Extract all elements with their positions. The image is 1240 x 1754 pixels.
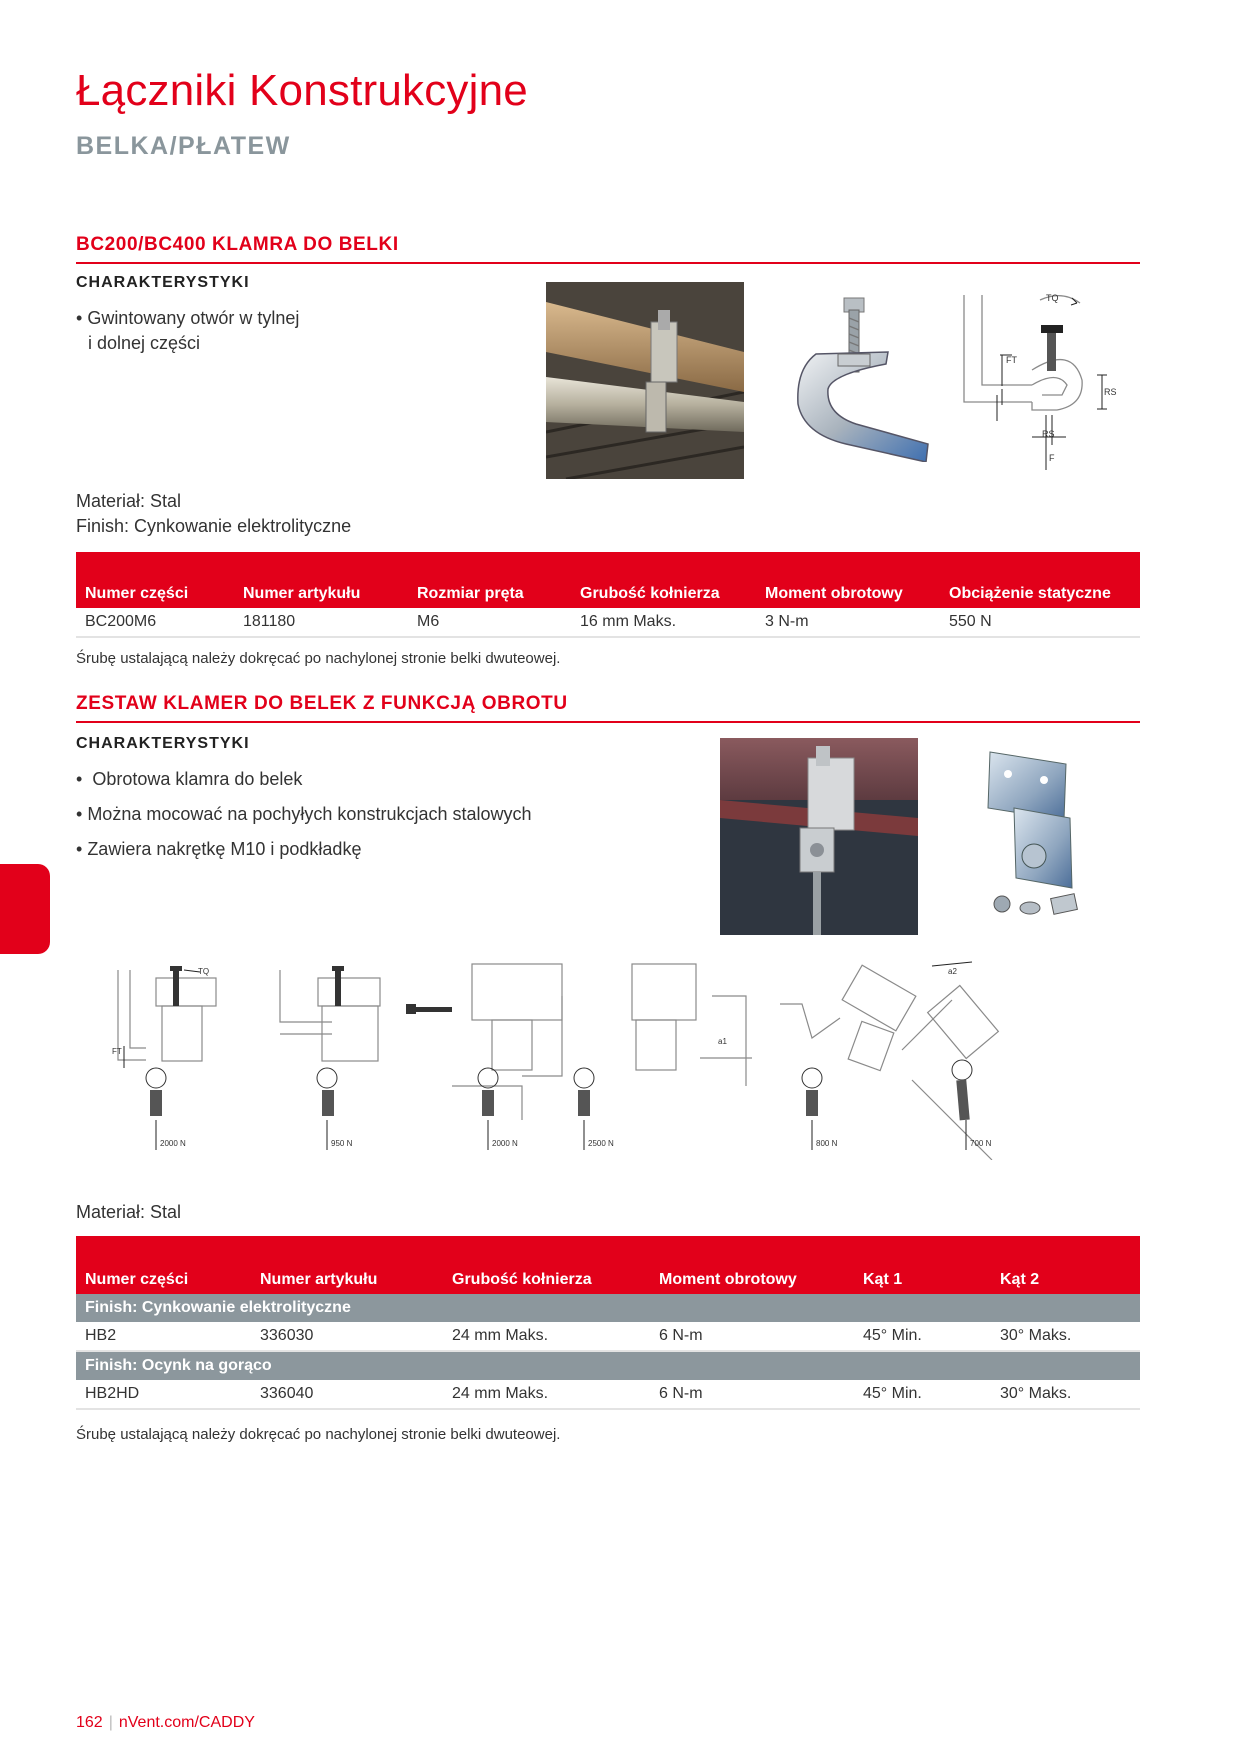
section1-material: Materiał: Stal <box>76 491 182 511</box>
beam-clamp-installed-photo <box>546 282 744 479</box>
svg-text:TQ: TQ <box>198 967 210 976</box>
table-row <box>76 1322 1140 1351</box>
page-number: 162 <box>76 1714 103 1731</box>
table-cell: 45° Min. <box>854 1322 991 1351</box>
table-header: Rozmiar pręta <box>408 552 571 608</box>
table-header: Grubość kołnierza <box>443 1236 650 1294</box>
svg-text:2000 N: 2000 N <box>492 1139 518 1148</box>
table-header: Kąt 1 <box>854 1236 991 1294</box>
table-cell: 24 mm Maks. <box>443 1380 650 1409</box>
table-cell: 16 mm Maks. <box>571 608 756 637</box>
section1-note: Śrubę ustalającą należy dokręcać po nachylonej stronie belki dwuteowej. <box>76 650 561 667</box>
table-header: Grubość kołnierza <box>571 552 756 608</box>
table-cell: 24 mm Maks. <box>443 1322 650 1351</box>
section1-bullet-1: • Gwintowany otwór w tylnej <box>76 308 300 328</box>
svg-text:950 N: 950 N <box>331 1139 353 1148</box>
section2-heading: ZESTAW KLAMER DO BELEK Z FUNKCJĄ OBROTU <box>76 693 1140 723</box>
svg-text:800 N: 800 N <box>816 1139 838 1148</box>
svg-text:a1: a1 <box>718 1037 727 1046</box>
table-header: Numer części <box>76 1236 251 1294</box>
page-title: Łączniki Konstrukcyjne <box>76 66 528 115</box>
svg-text:a2: a2 <box>948 967 957 976</box>
section2-bullet: • Można mocować na pochyłych konstrukcjach stalowych <box>76 804 532 824</box>
table-header: Obciążenie statyczne <box>940 552 1140 608</box>
table-cell: 3 N-m <box>756 608 940 637</box>
section2-bullet: • Zawiera nakrętkę M10 i podkładkę <box>76 839 362 859</box>
table-header: Numer artykułu <box>251 1236 443 1294</box>
table-row <box>76 1380 1140 1409</box>
table-cell: M6 <box>408 608 571 637</box>
svg-text:700 N: 700 N <box>970 1139 992 1148</box>
svg-text:2000 N: 2000 N <box>160 1139 186 1148</box>
page-subtitle: BELKA/PŁATEW <box>76 132 291 160</box>
table-cell: HB2 <box>76 1322 251 1351</box>
section1-heading: BC200/BC400 KLAMRA DO BELKI <box>76 234 1140 264</box>
section2-spec-table <box>76 1236 1140 1410</box>
footer: 162 | nVent.com/CADDY <box>76 1714 255 1731</box>
table-header: Moment obrotowy <box>756 552 940 608</box>
section1-finish: Finish: Cynkowanie elektrolityczne <box>76 516 352 536</box>
svg-text:F: F <box>1049 453 1055 463</box>
finish-label: Finish: Ocynk na gorąco <box>76 1351 1140 1380</box>
table-cell: 181180 <box>234 608 408 637</box>
svg-text:TQ: TQ <box>1046 293 1059 303</box>
table-cell: 30° Maks. <box>991 1322 1140 1351</box>
section2-material: Materiał: Stal <box>76 1202 182 1222</box>
section1-bullet-1-cont: i dolnej części <box>88 333 201 353</box>
beam-clamp-diagram <box>962 285 1122 475</box>
table-cell: 6 N-m <box>650 1322 854 1351</box>
finish-label: Finish: Cynkowanie elektrolityczne <box>76 1294 1140 1322</box>
table-cell: 336040 <box>251 1380 443 1409</box>
table-row <box>76 608 1140 637</box>
svg-text:2500 N: 2500 N <box>588 1139 614 1148</box>
section2-bullet: • Obrotowa klamra do belek <box>76 769 303 789</box>
section1-char-heading: CHARAKTERYSTYKI <box>76 274 250 291</box>
table-cell: 6 N-m <box>650 1380 854 1409</box>
swivel-clamp-product-photo <box>974 748 1124 924</box>
section-tab-marker <box>0 864 50 954</box>
table-cell: 30° Maks. <box>991 1380 1140 1409</box>
svg-text:FT: FT <box>1006 355 1017 365</box>
section2-note: Śrubę ustalającą należy dokręcać po nachylonej stronie belki dwuteowej. <box>76 1426 561 1443</box>
section1-spec-table <box>76 552 1140 638</box>
footer-link[interactable]: nVent.com/CADDY <box>118 1714 255 1731</box>
table-header: Numer artykułu <box>234 552 408 608</box>
table-header: Moment obrotowy <box>650 1236 854 1294</box>
svg-text:FT: FT <box>112 1047 122 1056</box>
table-header: Kąt 2 <box>991 1236 1140 1294</box>
table-cell: HB2HD <box>76 1380 251 1409</box>
svg-text:RS: RS <box>1104 387 1117 397</box>
svg-text:RS: RS <box>1042 429 1055 439</box>
swivel-clamp-load-diagrams <box>112 960 1132 1160</box>
finish-row <box>76 1294 1140 1322</box>
finish-row <box>76 1351 1140 1380</box>
c-clamp-product-photo <box>776 294 932 462</box>
section2-char-heading: CHARAKTERYSTYKI <box>76 735 250 752</box>
table-cell: 336030 <box>251 1322 443 1351</box>
table-cell: 45° Min. <box>854 1380 991 1409</box>
table-cell: BC200M6 <box>76 608 234 637</box>
swivel-clamp-installed-photo <box>720 738 918 935</box>
table-header: Numer części <box>76 552 234 608</box>
table-cell: 550 N <box>940 608 1140 637</box>
